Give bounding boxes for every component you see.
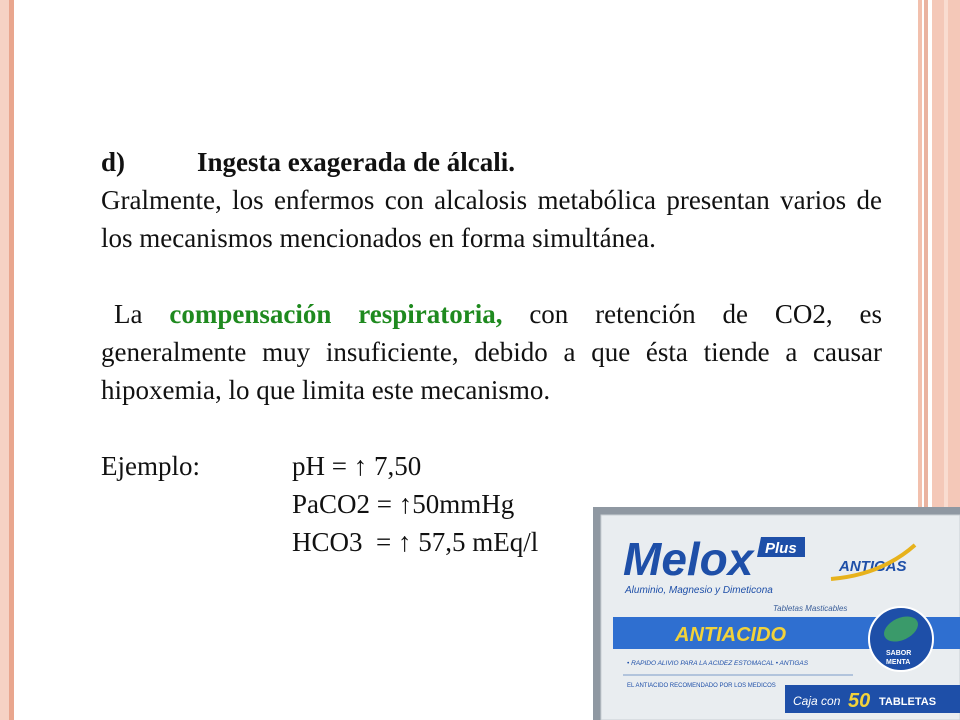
product-form: Tabletas Masticables	[773, 604, 848, 613]
left-frame-border	[0, 0, 20, 720]
antacid-box-image	[593, 507, 960, 720]
product-claim-1: • RAPIDO ALIVIO PARA LA ACIDEZ ESTOMACAL • ANTIGAS	[627, 660, 809, 667]
product-category: ANTIACIDO	[675, 624, 787, 646]
blank-line	[101, 409, 882, 447]
heading-marker: d)	[101, 147, 126, 177]
product-brand: Melox	[623, 533, 754, 585]
paragraph-mechanisms: Gralmente, los enfermos con alcalosis metabólica presentan varios de los mecanismos mencionados en forma simultánea.	[101, 185, 882, 253]
box-count-number: 50	[848, 690, 871, 712]
product-photo	[593, 507, 960, 720]
example-row-ph	[101, 447, 882, 485]
product-ingredients: Aluminio, Magnesio y Dimeticona	[625, 585, 773, 596]
box-count-prefix: Caja con	[793, 694, 841, 708]
blank-line	[101, 257, 882, 295]
paragraph-compensation-rest: con retención de CO2, es generalmente muy insuficiente, debido a que ésta tiende a causar hipoxemia, lo que limita este mecanismo.	[101, 299, 882, 405]
example-value-paco2: PaCO2 = ↑50mmHg	[292, 489, 515, 519]
heading-text: Ingesta exagerada de álcali.	[197, 147, 515, 177]
product-brand-suffix: Plus	[765, 540, 797, 557]
example-value-ph: pH = ↑ 7,50	[292, 451, 422, 481]
left-frame-outer-band	[0, 0, 9, 720]
highlight-compensacion: compensación respiratoria,	[169, 299, 503, 329]
paragraph-compensation-lead: La	[114, 299, 170, 329]
product-tag: ANTIGAS	[839, 558, 907, 575]
slide-body	[101, 143, 882, 561]
box-count-suffix: TABLETAS	[879, 696, 937, 708]
section-heading	[101, 143, 882, 181]
flavor-top: SABOR	[886, 650, 912, 657]
flavor-bottom: MENTA	[886, 659, 911, 666]
left-frame-inner-band	[9, 0, 14, 720]
example-label: Ejemplo:	[101, 451, 200, 481]
example-value-hco3: HCO3 = ↑ 57,5 mEq/l	[292, 527, 539, 557]
product-claim-2: EL ANTIACIDO RECOMENDADO POR LOS MEDICOS	[627, 683, 776, 689]
paragraph-compensation	[101, 295, 882, 409]
